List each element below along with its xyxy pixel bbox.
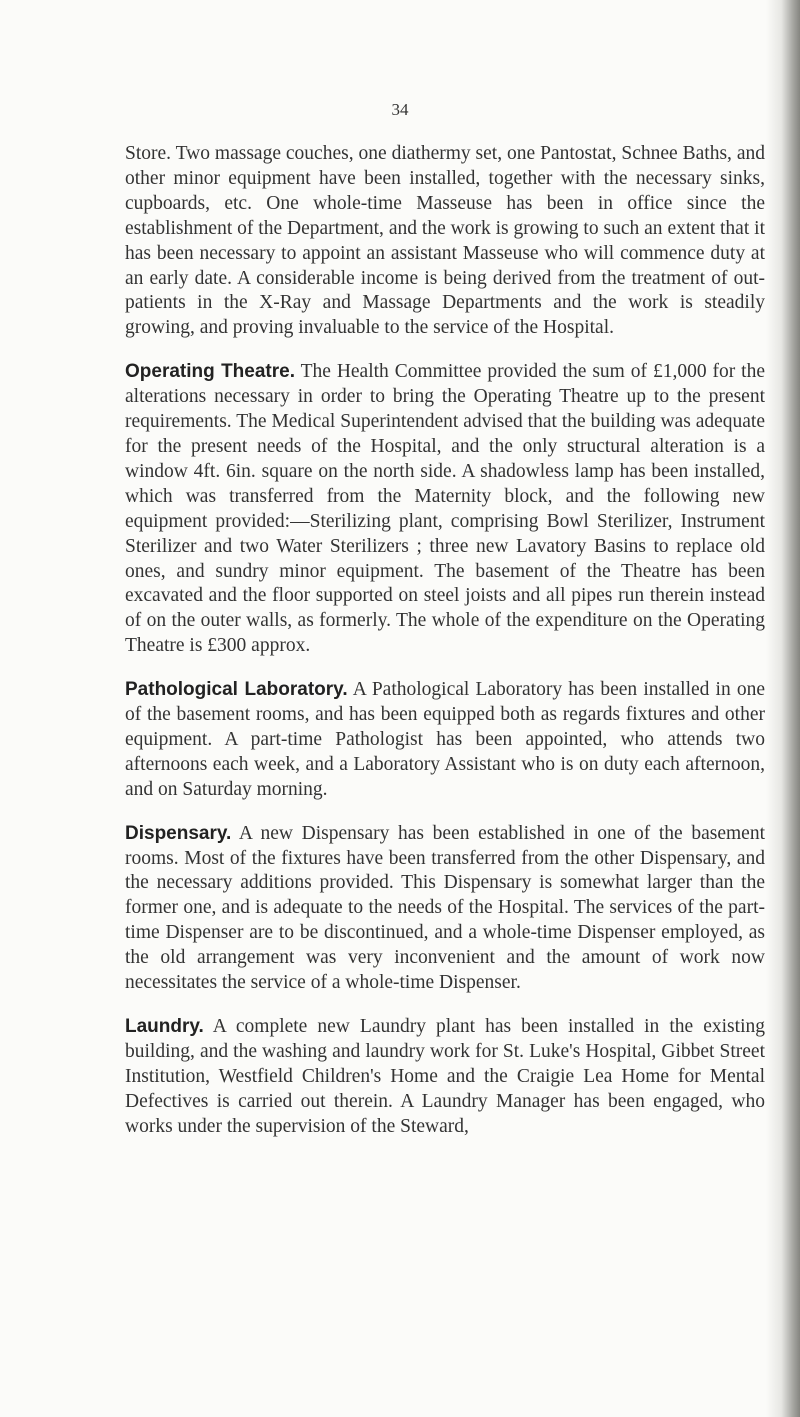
paragraph-text: A new Dispensary has been established in one of the basement rooms. Most of the fixtures have been transferred from the other Dispensary, and the necessary additions provided. This Dispensary is somewhat larger than the former one, and is adequate to the needs of the Hospital. The services of the part-time Dispenser are to be discontinued, and a whole-time Dispenser employed, as the old arrangement was very inconvenient and the amount of work now necessitates the service of a whole-time Dispenser. — [125, 822, 765, 994]
paragraph-laundry — [125, 1015, 765, 1140]
page-number: 34 — [391, 100, 409, 119]
section-heading-pathological-laboratory: Pathological Laboratory. — [125, 679, 348, 701]
paragraph-pathological-laboratory — [125, 678, 765, 803]
paragraph-dispensary — [125, 822, 765, 996]
paragraph-operating-theatre — [125, 360, 765, 659]
paragraph-text: A Pathological Laboratory has been installed in one of the basement rooms, and has been equipped both as regards fixtures and other equipment. A part-time Pathologist has been appointed, who attends two afternoons each week, and a Laboratory Assistant who is on duty each afternoon, and on Saturday morning. — [125, 679, 765, 800]
section-heading-dispensary: Dispensary. — [125, 822, 232, 844]
paragraph-text: The Health Committee provided the sum of £1,000 for the alterations necessary in order to bring the Operating Theatre up to the present requirements. The Medical Superintendent advised that the building was adequate for the present needs of the Hospital, and the only structural alteration is a window 4ft. 6in. square on the north side. A shadowless lamp has been installed, which was transferred from the Maternity block, and the following new equipment provided:—Sterilizing plant, comprising Bowl Sterilizer, Instrument Sterilizer and two Water Sterilizers ; three new Lavatory Basins to replace old ones, and sundry minor equipment. The basement of the Theatre has been excavated and the floor supported on steel joists and all pipes run therein instead of on the outer walls, as formerly. The whole of the expenditure on the Operating Theatre is £300 approx. — [125, 361, 766, 657]
page-edge-shadow — [766, 0, 800, 1417]
paragraph-text: Store. Two massage couches, one diathermy set, one Pantostat, Schnee Baths, and other minor equipment have been installed, together with the necessary sinks, cupboards, etc. One whole-time Masseuse has been in office since the establishment of the Department, and the work is growing to such an extent that it has been necessary to appoint an assistant Masseuse who will commence duty at an early date. A considerable income is being derived from the treatment of out-patients in the X-Ray and Massage Departments and the work is steadily growing, and proving invaluable to the service of the Hospital. — [125, 143, 765, 339]
section-heading-operating-theatre: Operating Theatre. — [125, 361, 295, 383]
paragraph-store — [125, 142, 765, 341]
paragraph-text: A complete new Laundry plant has been installed in the existing building, and the washing and laundry work for St. Luke's Hospital, Gibbet Street Institution, Westfield Children's Home and the Craigie Lea Home for Mental Defectives is carried out therein. A Laundry Manager has been engaged, who works under the supervision of the Steward, — [125, 1016, 765, 1137]
body-text — [125, 142, 765, 1159]
section-heading-laundry: Laundry. — [125, 1016, 204, 1037]
